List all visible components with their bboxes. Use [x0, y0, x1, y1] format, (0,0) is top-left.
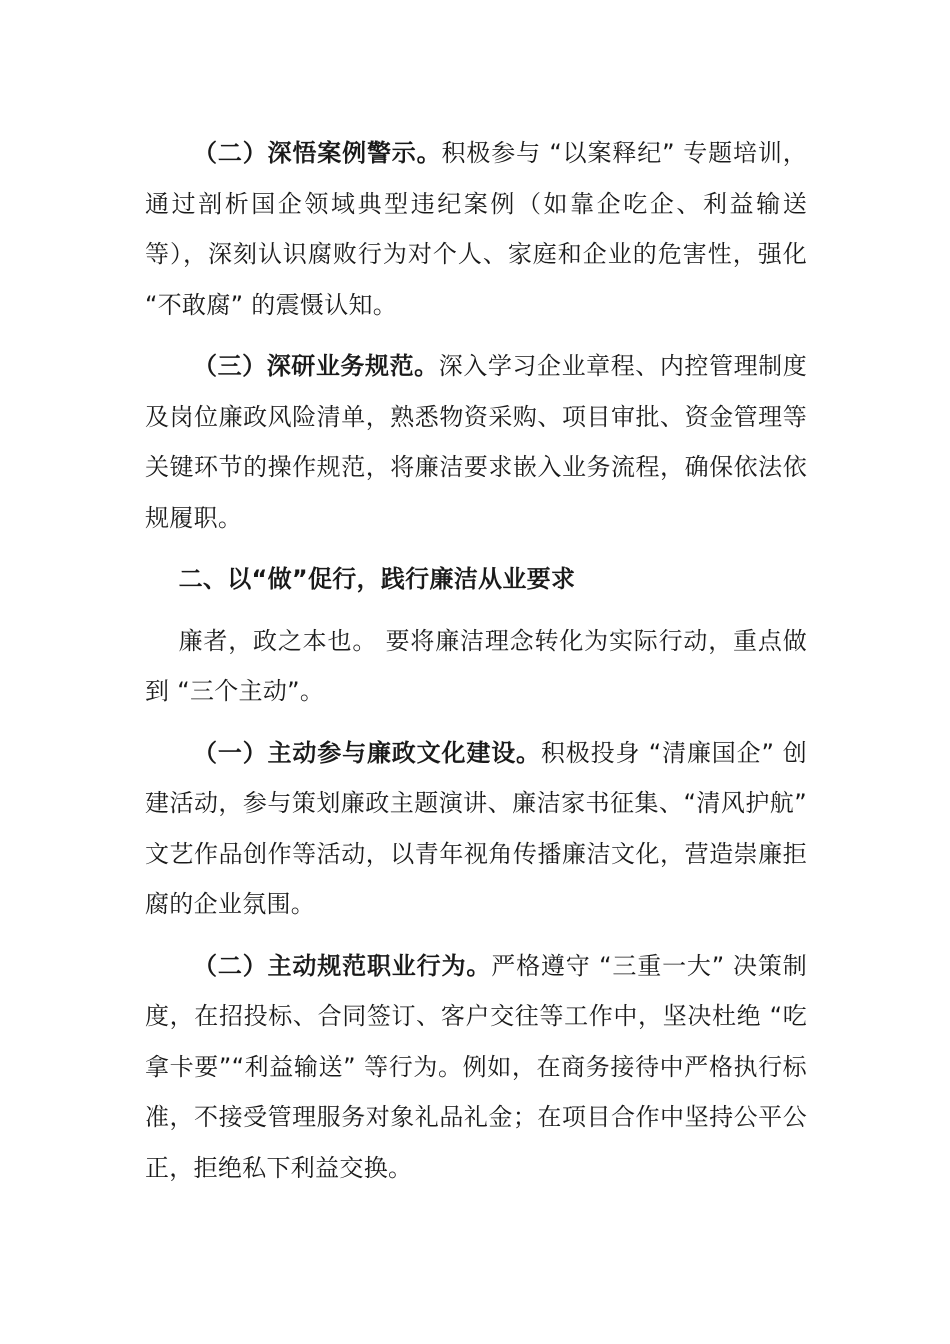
paragraph-lead: （一）主动参与廉政文化建设。 — [193, 738, 541, 767]
paragraph-business-norms — [145, 341, 807, 543]
document-body — [145, 128, 807, 1204]
paragraph-lead: （三）深研业务规范。 — [193, 352, 439, 380]
section-intro: 廉者，政之本也。 要将廉洁理念转化为实际行动，重点做到 “三个主动”。 — [145, 626, 807, 705]
paragraph-body: 积极投身 “清廉国企” 创建活动，参与策划廉政主题演讲、廉洁家书征集、“清风护航” 文艺作品创作等活动，以青年视角传播廉洁文化，营造崇廉拒腐的企业氛围。 — [145, 738, 808, 918]
paragraph-professional-conduct — [145, 941, 807, 1194]
paragraph-lead: （二）深悟案例警示。 — [193, 139, 442, 167]
paragraph-culture-building — [145, 728, 807, 930]
paragraph-body: 积极参与 “以案释纪” 专题培训，通过剖析国企领域典型违纪案例（如靠企吃企、利益输送等），深刻认识腐败行为对个人、家庭和企业的危害性，强化 “不敢腐” 的震慑认知。 — [145, 139, 807, 319]
paragraph-lead: （二）主动规范职业行为。 — [193, 951, 492, 980]
paragraph-body: 深入学习企业章程、内控管理制度及岗位廉政风险清单，熟悉物资采购、项目审批、资金管理等关键环节的操作规范，将廉洁要求嵌入业务流程，确保依法依规履职。 — [145, 352, 808, 532]
paragraph-body: 严格遵守 “三重一大” 决策制度，在招投标、合同签订、客户交往等工作中，坚决杜绝 “吃拿卡要”“利益输送” 等行为。例如，在商务接待中严格执行标准，不接受管理服务对象礼品礼金；在项目合作中坚持公平公正，拒绝私下利益交换。 — [145, 951, 808, 1182]
section-heading: 二、以“做”促行，践行廉洁从业要求 — [178, 565, 576, 593]
paragraph-case-warning — [145, 128, 807, 330]
